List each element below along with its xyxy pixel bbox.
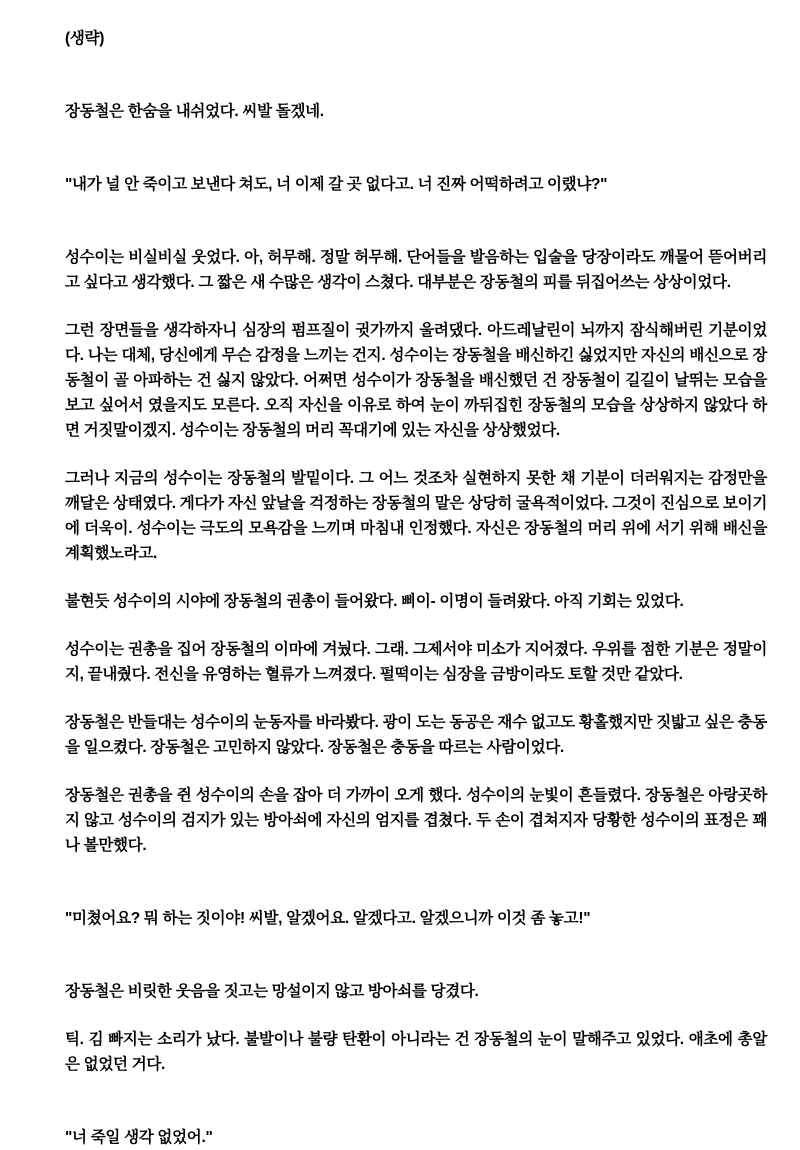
- paragraph-narration-9: 장동철은 비릿한 웃음을 짓고는 망설이지 않고 방아쇠를 당겼다.: [65, 983, 479, 1000]
- paragraph-omission-marker: (생략): [65, 30, 105, 47]
- paragraph-dialogue-3: "너 죽일 생각 없었어.": [65, 1129, 213, 1146]
- paragraph-narration-1: 장동철은 한숨을 내쉬었다. 씨발 돌겠네.: [65, 103, 324, 120]
- paragraph-narration-6: 성수이는 권총을 집어 장동철의 이마에 겨눴다. 그래. 그제서야 미소가 지어졌다. 우위를 점한 기분은 정말이지, 끝내줬다. 전신을 유영하는 혈류가 느껴졌다. 펄떡이는 심장을 금방이라도 토할 것만 같았다.: [65, 641, 767, 683]
- paragraph-dialogue-1: "내가 널 안 죽이고 보낸다 쳐도, 너 이제 갈 곳 없다고. 너 진짜 어떡하려고 이랬냐?": [65, 176, 608, 193]
- paragraph-narration-5: 불현듯 성수이의 시야에 장동철의 권총이 들어왔다. 삐이- 이명이 들려왔다. 아직 기회는 있었다.: [65, 593, 684, 610]
- paragraph-narration-4: 그러나 지금의 성수이는 장동철의 발밑이다. 그 어느 것조차 실현하지 못한 채 기분이 더러워지는 감정만을 깨달은 상태였다. 게다가 자신 앞날을 걱정하는 장동철의 말은 상당히 굴욕적이었다. 그것이 진심으로 보이기에 더욱이. 성수이는 극도의 모욕감을 느끼며 마침내 인정했다. 자신은 장동철의 머리 위에 서기 위해 배신을 계획했노라고.: [65, 470, 772, 562]
- paragraph-narration-8: 장동철은 권총을 쥔 성수이의 손을 잡아 더 가까이 오게 했다. 성수이의 눈빛이 흔들렸다. 장동철은 아랑곳하지 않고 성수이의 검지가 있는 방아쇠에 자신의 엄지를 겹쳤다. 두 손이 겹쳐지자 당황한 성수이의 표정은 꽤나 볼만했다.: [65, 787, 767, 854]
- paragraph-dialogue-2: "미쳤어요? 뭐 하는 짓이야! 씨발, 알겠어요. 알겠다고. 알겠으니까 이것 좀 놓고!": [65, 910, 591, 927]
- paragraph-narration-7: 장동철은 반들대는 성수이의 눈동자를 바라봤다. 광이 도는 동공은 재수 없고도 황홀했지만 짓밟고 싶은 충동을 일으켰다. 장동철은 고민하지 않았다. 장동철은 충동을 따르는 사람이었다.: [65, 714, 767, 756]
- paragraph-narration-2: 성수이는 비실비실 웃었다. 아, 허무해. 정말 허무해. 단어들을 발음하는 입술을 당장이라도 깨물어 뜯어버리고 싶다고 생각했다. 그 짧은 새 수많은 생각이 스쳤다. 대부분은 장동철의 피를 뒤집어쓰는 상상이었다.: [65, 249, 767, 291]
- paragraph-narration-3: 그런 장면들을 생각하자니 심장의 펌프질이 귓가까지 울려댔다. 아드레날린이 뇌까지 잠식해버린 기분이었다. 나는 대체, 당신에게 무슨 감정을 느끼는 건지. 성수이는 장동철을 배신하긴 싫었지만 자신의 배신으로 장동철이 골 아파하는 건 싫지 않았다. 어쩌면 성수이가 장동철을 배신했던 건 장동철이 길길이 날뛰는 모습을 보고 싶어서 였을지도 모른다. 오직 자신을 이유로 하여 눈이 까뒤집힌 장동철의 모습을 상상하지 않았다 하면 거짓말이겠지. 성수이는 장동철의 머리 꼭대기에 있는 자신을 상상했었다.: [65, 322, 772, 439]
- paragraph-narration-10: 틱. 김 빠지는 소리가 났다. 불발이나 불량 탄환이 아니라는 건 장동철의 눈이 말해주고 있었다. 애초에 총알은 없었던 거다.: [65, 1031, 767, 1073]
